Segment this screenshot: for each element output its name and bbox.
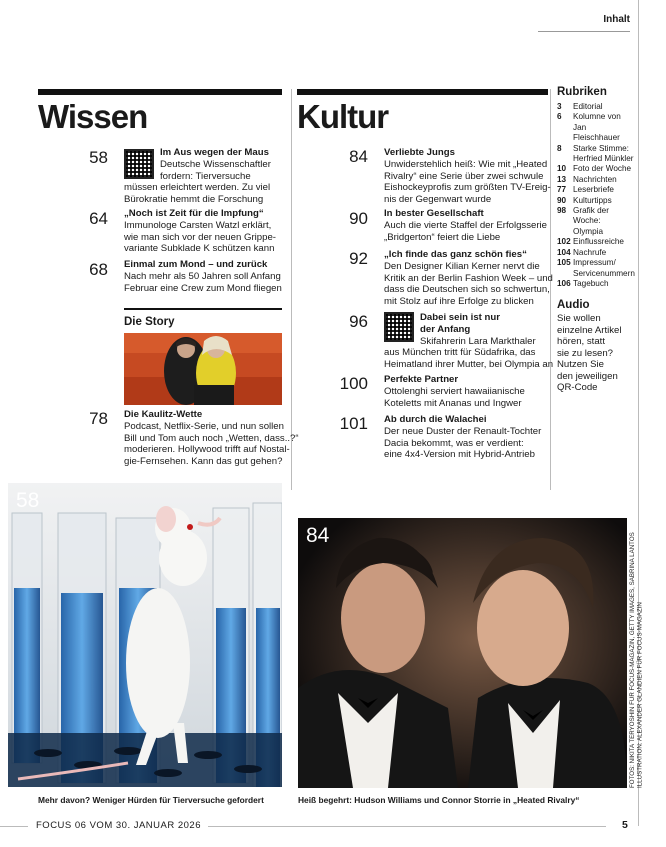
kaulitz-illustration: [124, 333, 282, 405]
rubriken-label-line: Kolumne von: [573, 112, 621, 122]
rubriken-label: [573, 248, 606, 258]
article-title[interactable]: Einmal zum Mond – und zurück: [124, 259, 268, 270]
rubriken-label-line: Nachrichten: [573, 174, 617, 184]
rubriken-label: [573, 144, 634, 165]
rubriken-page-number: 77: [557, 185, 567, 195]
rubriken-page-number: 13: [557, 174, 567, 184]
rubriken-label-line: Olympia: [573, 226, 604, 236]
rubriken-item[interactable]: [557, 196, 635, 206]
article-teaser-cont: müssen erleichtert werden. Zu viel Bürokratie hemmt die Forschung: [124, 182, 271, 205]
article-teaser: Podcast, Netflix-Serie, und nun sollen Bill und Tom auch noch „Wetten, dass..?“ moderieren. Hollywood trifft auf Nostal- gie-Fernsehen. Kann das gut gehen?: [124, 421, 299, 467]
page-number-footer: 5: [622, 819, 629, 831]
article-teaser: Immunologe Carsten Watzl erklärt, wie man sich vor der neuen Grippe- variante Subklade K schützen kann: [124, 220, 276, 255]
rubriken-label-line: Grafik der Woche:: [573, 206, 609, 226]
rubriken-item[interactable]: [557, 144, 635, 165]
footer-rule-left: [0, 826, 28, 827]
article-title[interactable]: Perfekte Partner: [384, 374, 459, 385]
lab-mouse-illustration: [8, 483, 282, 787]
page-number: 101: [339, 414, 368, 433]
article-teaser: Den Designer Kilian Kerner nervt die Kritik an der Berlin Fashion Week – und dass die Deutschen sich so schwertun, mit Stolz auf ihre Erfolge zu blicken: [384, 261, 553, 307]
rubriken-item[interactable]: [557, 258, 635, 279]
rubriken-item[interactable]: [557, 206, 635, 237]
rubriken-page-number: 3: [557, 102, 562, 111]
rubriken-label-line: Editorial: [573, 102, 603, 111]
rubriken-label-line: Leserbriefe: [573, 185, 614, 195]
article-title[interactable]: „Noch ist Zeit für die Impfung“: [124, 208, 264, 219]
header-rule: [538, 31, 630, 32]
rubriken-label-line: Jan Fleischhauer: [573, 122, 620, 143]
rubriken-item[interactable]: [557, 175, 635, 185]
rubriken-page-number: 10: [557, 164, 567, 174]
rubriken-label: [573, 112, 635, 143]
article-title[interactable]: Die Kaulitz-Wette: [124, 409, 203, 420]
rubriken-heading: Rubriken: [557, 86, 607, 98]
article-teaser: Deutsche Wissenschaftler fordern: Tierversuche: [160, 159, 271, 182]
article-teaser: Unwiderstehlich heiß: Wie mit „Heated Rivalry“ eine Serie über zwei schwule Eishockeyprofis zum größten TV-Ereig- nis der Gegenwart wurde: [384, 159, 551, 205]
page-number: 78: [89, 409, 108, 428]
article-title[interactable]: In bester Gesellschaft: [384, 208, 484, 219]
rubriken-label-line: Foto der Woche: [573, 164, 632, 174]
article-title[interactable]: Verliebte Jungs: [384, 147, 455, 158]
page-number: 64: [89, 209, 108, 228]
rubriken-item[interactable]: [557, 102, 635, 112]
story-heading: Die Story: [124, 316, 175, 328]
lab-mouse-photo: [8, 483, 282, 787]
rubriken-item[interactable]: [557, 248, 635, 258]
rubriken-label-line: Herfried Münkler: [573, 154, 634, 164]
rubriken-page-number: 105: [557, 258, 571, 268]
qr-code-icon[interactable]: [124, 149, 154, 179]
rubriken-item[interactable]: [557, 237, 635, 247]
rubriken-label: [573, 206, 635, 237]
rubriken-page-number: 104: [557, 247, 571, 257]
rubriken-label: [573, 164, 631, 174]
rubriken-label: [573, 196, 612, 206]
article-title[interactable]: Ab durch die Walachei: [384, 414, 487, 425]
photo-caption: Mehr davon? Weniger Hürden für Tierversuche gefordert: [38, 795, 264, 805]
article-teaser: Ottolenghi serviert hawaiianische Koteletts mit Ananas und Ingwer: [384, 386, 525, 409]
rubriken-label: [573, 102, 603, 112]
story-rule: [124, 308, 282, 310]
audio-text: Sie wollen einzelne Artikel hören, statt sie zu lesen? Nutzen Sie den jeweiligen QR-Code: [557, 313, 622, 393]
rubriken-page-number: 90: [557, 195, 567, 205]
kultur-heading: Kultur: [297, 98, 389, 135]
rubriken-label-line: Servicenummern: [573, 268, 635, 278]
article-title[interactable]: „Ich finde das ganz schön fies“: [384, 249, 527, 260]
page-number: 68: [89, 260, 108, 279]
kultur-top-bar: [297, 89, 548, 95]
article-teaser: Auch die vierte Staffel der Erfolgsserie „Bridgerton“ feiert die Liebe: [384, 220, 547, 243]
rubriken-label: [573, 175, 617, 185]
page-number: 100: [339, 374, 368, 393]
audio-heading: Audio: [557, 299, 590, 311]
rubriken-label-line: Nachrufe: [573, 247, 607, 257]
rubriken-label: [573, 258, 635, 279]
photo-page-number: 58: [16, 489, 40, 512]
wissen-top-bar: [38, 89, 282, 95]
qr-code-icon[interactable]: [384, 312, 414, 342]
page-number: 92: [349, 249, 368, 268]
rubriken-page-number: 8: [557, 143, 562, 153]
footer-rule: [208, 826, 606, 827]
heated-rivalry-illustration: [298, 518, 627, 788]
rubriken-label-line: Kulturtipps: [573, 195, 612, 205]
page-number: 58: [89, 148, 108, 167]
kaulitz-photo: [124, 333, 282, 405]
footer-issue: FOCUS 06 VOM 30. JANUAR 2026: [36, 820, 201, 831]
rubriken-label-line: Starke Stimme:: [573, 143, 629, 153]
rubriken-list: [557, 102, 635, 289]
rubriken-item[interactable]: [557, 185, 635, 195]
rubriken-label-line: Impressum/: [573, 258, 616, 268]
photo-caption: Heiß begehrt: Hudson Williams und Connor Storrie in „Heated Rivalry“: [298, 795, 580, 805]
heated-rivalry-photo: [298, 518, 627, 788]
article-teaser: Der neue Duster der Renault-Tochter Dacia bekommt, was er verdient: eine 4x4-Version mit Hybrid-Antrieb: [384, 426, 542, 461]
page-number: 90: [349, 209, 368, 228]
wissen-heading: Wissen: [38, 98, 148, 135]
article-teaser: Nach mehr als 50 Jahren soll Anfang Februar eine Crew zum Mond fliegen: [124, 271, 282, 294]
rubriken-label-line: Tagebuch: [573, 278, 609, 288]
rubriken-label: [573, 279, 609, 289]
rubriken-label-line: Einflussreiche: [573, 237, 624, 247]
rubriken-page-number: 106: [557, 278, 571, 288]
rubriken-item[interactable]: [557, 164, 635, 174]
article-title[interactable]: Im Aus wegen der Maus: [160, 147, 269, 158]
rubriken-page-number: 98: [557, 206, 567, 216]
rubriken-label: [573, 237, 624, 247]
rubriken-page-number: 6: [557, 112, 562, 122]
rubriken-page-number: 102: [557, 237, 571, 247]
article-teaser-cont: aus München tritt für Südafrika, das Heimatland ihrer Mutter, bei Olympia an: [384, 347, 554, 370]
rubriken-label: [573, 185, 614, 195]
rubriken-item[interactable]: [557, 112, 635, 143]
article-title[interactable]: Dabei sein ist nur der Anfang: [420, 312, 500, 335]
section-label: Inhalt: [603, 14, 630, 25]
rubriken-item[interactable]: [557, 279, 635, 289]
page-number: 84: [349, 147, 368, 166]
photo-page-number: 84: [306, 524, 330, 547]
photo-credits: FOTOS: NIKITA TERYOSHIN FÜR FOCUS-MAGAZIN, GETTY IMAGES, SABRINA LANTOS ILLUSTRATION: ALEXANDER GLANDIEN FÜR FOCUS-MAGAZIN: [629, 532, 644, 788]
page-number: 96: [349, 312, 368, 331]
article-teaser: Skifahrerin Lara Markthaler: [420, 336, 536, 347]
